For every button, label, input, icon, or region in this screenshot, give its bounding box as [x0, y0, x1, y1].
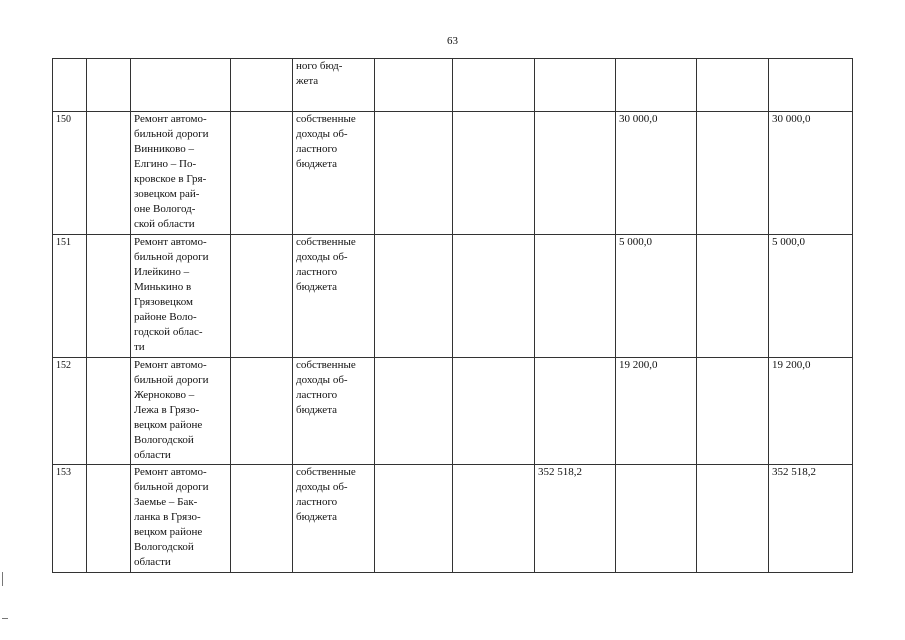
amount-total: 352 518,2: [769, 465, 853, 573]
table-row: [53, 59, 853, 112]
table-cell: [375, 235, 453, 358]
table-cell: [375, 112, 453, 235]
table-cell: [453, 465, 535, 573]
table-cell: [697, 59, 769, 112]
object-description: Ремонт автомо- бильной дороги Илейкино – Минькино в Грязовецком районе Воло- годской облас- ти: [131, 235, 231, 358]
amount-total: 5 000,0: [769, 235, 853, 358]
funding-source-cell: собственные доходы об- ластного бюджета: [293, 358, 375, 465]
amount-year-1: 352 518,2: [535, 465, 616, 573]
table-cell: [53, 59, 87, 112]
amount-year-3: [697, 465, 769, 573]
funding-source-cell: собственные доходы об- ластного бюджета: [293, 465, 375, 573]
table-cell: [231, 59, 293, 112]
row-number: 150: [53, 112, 87, 235]
object-description: Ремонт автомо- бильной дороги Жерноково – Лежа в Грязо- вецком районе Вологодской области: [131, 358, 231, 465]
scan-edge-mark: [2, 572, 7, 586]
object-description: Ремонт автомо- бильной дороги Заемье – Бак- ланка в Грязо- вецком районе Вологодской области: [131, 465, 231, 573]
table-cell: [453, 112, 535, 235]
table-cell: [453, 59, 535, 112]
table-cell: [453, 358, 535, 465]
amount-year-2: 5 000,0: [616, 235, 697, 358]
amount-total: 19 200,0: [769, 358, 853, 465]
funding-source-cell: собственные доходы об- ластного бюджета: [293, 112, 375, 235]
amount-year-1: [535, 235, 616, 358]
amount-year-1: [535, 112, 616, 235]
table-cell: [453, 235, 535, 358]
amount-year-2: [616, 465, 697, 573]
table-cell: [87, 358, 131, 465]
table-cell: [375, 59, 453, 112]
row-number: 153: [53, 465, 87, 573]
amount-year-3: [697, 112, 769, 235]
table-cell: [535, 59, 616, 112]
amount-year-3: [697, 358, 769, 465]
budget-table: [52, 58, 853, 573]
object-description: Ремонт автомо- бильной дороги Винниково – Елгино – По- кровское в Гря- зовецком рай- оне Вологод- ской области: [131, 112, 231, 235]
table-cell: [131, 59, 231, 112]
table-cell: [231, 358, 293, 465]
table-row: [53, 112, 853, 235]
table-cell: [231, 235, 293, 358]
table-cell: [87, 465, 131, 573]
amount-year-2: 30 000,0: [616, 112, 697, 235]
table-cell: [769, 59, 853, 112]
row-number: 151: [53, 235, 87, 358]
table-row: [53, 235, 853, 358]
table-cell: [87, 235, 131, 358]
table-cell: [616, 59, 697, 112]
amount-total: 30 000,0: [769, 112, 853, 235]
row-number: 152: [53, 358, 87, 465]
funding-source-cell: собственные доходы об- ластного бюджета: [293, 235, 375, 358]
table-cell: [87, 59, 131, 112]
funding-source-cell: ного бюд- жета: [293, 59, 375, 112]
table-cell: [231, 465, 293, 573]
table-cell: [87, 112, 131, 235]
amount-year-2: 19 200,0: [616, 358, 697, 465]
table-row: [53, 358, 853, 465]
amount-year-3: [697, 235, 769, 358]
table-cell: [375, 358, 453, 465]
page-number: 63: [447, 35, 458, 47]
table-cell: [375, 465, 453, 573]
scan-edge-tick: [2, 618, 8, 619]
table-row: [53, 465, 853, 573]
amount-year-1: [535, 358, 616, 465]
table-cell: [231, 112, 293, 235]
